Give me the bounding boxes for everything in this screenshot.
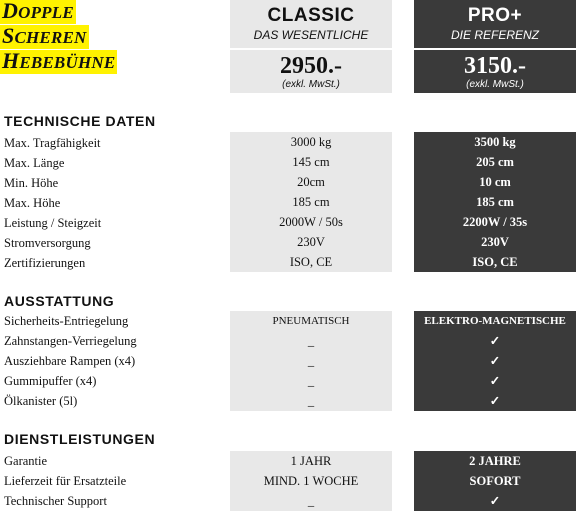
section-heading-equip: AUSSTATTUNG <box>4 293 115 309</box>
check-icon: ✓ <box>489 334 501 348</box>
title-line-2: SCHEREN <box>2 23 87 48</box>
classic-price: 2950.- <box>280 53 342 79</box>
pro-value: 2 JAHRE <box>469 454 521 468</box>
row-label: Max. Länge <box>4 156 65 170</box>
classic-value: _ <box>307 334 315 348</box>
classic-value: 20cm <box>297 175 325 189</box>
row-label: Lieferzeit für Ersatzteile <box>4 474 127 488</box>
pro-price: 3150.- <box>464 53 526 79</box>
classic-subtitle: DAS WESENTLICHE <box>253 28 369 42</box>
pro-header <box>414 0 576 48</box>
product-title <box>0 0 158 75</box>
classic-tech-block <box>230 132 392 272</box>
classic-value: 2000W / 50s <box>279 215 343 229</box>
classic-value: _ <box>307 394 315 408</box>
pro-value: 2200W / 35s <box>462 215 528 229</box>
row-label: Gummipuffer (x4) <box>4 374 97 388</box>
pro-price-note: (exkl. MwSt.) <box>466 79 524 90</box>
check-icon: ✓ <box>489 394 501 408</box>
title-line-3: HEBEBÜHNE <box>2 48 116 73</box>
classic-price-box <box>230 50 392 93</box>
classic-header <box>230 0 392 48</box>
pro-value: 10 cm <box>479 175 511 189</box>
classic-value: _ <box>307 494 315 508</box>
pro-value: 230V <box>481 235 509 249</box>
classic-value: _ <box>307 354 315 368</box>
pro-value: 3500 kg <box>474 135 516 149</box>
pro-value: ELEKTRO-MAGNETISCHE <box>424 315 566 327</box>
pro-value: ISO, CE <box>472 255 518 269</box>
pro-equip-block <box>414 311 576 411</box>
check-icon: ✓ <box>489 374 501 388</box>
section-heading-tech: TECHNISCHE DATEN <box>4 113 156 129</box>
pro-tech-block <box>414 132 576 272</box>
row-label: Garantie <box>4 454 48 468</box>
check-icon: ✓ <box>489 494 501 508</box>
row-label: Ölkanister (5l) <box>4 394 78 408</box>
pro-price-box <box>414 50 576 93</box>
section-heading-service: DIENSTLEISTUNGEN <box>4 431 156 447</box>
row-label: Technischer Support <box>4 494 107 508</box>
classic-name: CLASSIC <box>267 5 355 26</box>
row-label: Sicherheits-Entriegelung <box>4 314 129 328</box>
classic-value: PNEUMATISCH <box>272 315 350 327</box>
pro-value: 205 cm <box>476 155 514 169</box>
row-label: Max. Tragfähigkeit <box>4 136 101 150</box>
row-label: Zahnstangen-Verriegelung <box>4 334 137 348</box>
row-label: Stromversorgung <box>4 236 91 250</box>
classic-value: _ <box>307 374 315 388</box>
pro-service-block <box>414 451 576 511</box>
row-label: Max. Höhe <box>4 196 61 210</box>
row-label: Zertifizierungen <box>4 256 86 270</box>
pro-subtitle: DIE REFERENZ <box>450 28 539 42</box>
classic-value: 1 JAHR <box>290 454 332 468</box>
classic-value: 145 cm <box>292 155 330 169</box>
classic-price-note: (exkl. MwSt.) <box>282 79 340 90</box>
classic-value: 185 cm <box>292 195 330 209</box>
classic-value: ISO, CE <box>289 255 333 269</box>
row-label: Ausziehbare Rampen (x4) <box>4 354 136 368</box>
pro-value: 185 cm <box>476 195 514 209</box>
classic-equip-block <box>230 311 392 411</box>
pro-name: PRO+ <box>467 5 523 26</box>
classic-value: MIND. 1 WOCHE <box>263 474 359 488</box>
pro-value: SOFORT <box>469 474 521 488</box>
row-label: Min. Höhe <box>4 176 59 190</box>
row-label: Leistung / Steigzeit <box>4 216 102 230</box>
title-line-1: DOPPLE <box>2 0 74 23</box>
classic-service-block <box>230 451 392 511</box>
check-icon: ✓ <box>489 354 501 368</box>
classic-value: 230V <box>297 235 325 249</box>
classic-value: 3000 kg <box>290 135 332 149</box>
